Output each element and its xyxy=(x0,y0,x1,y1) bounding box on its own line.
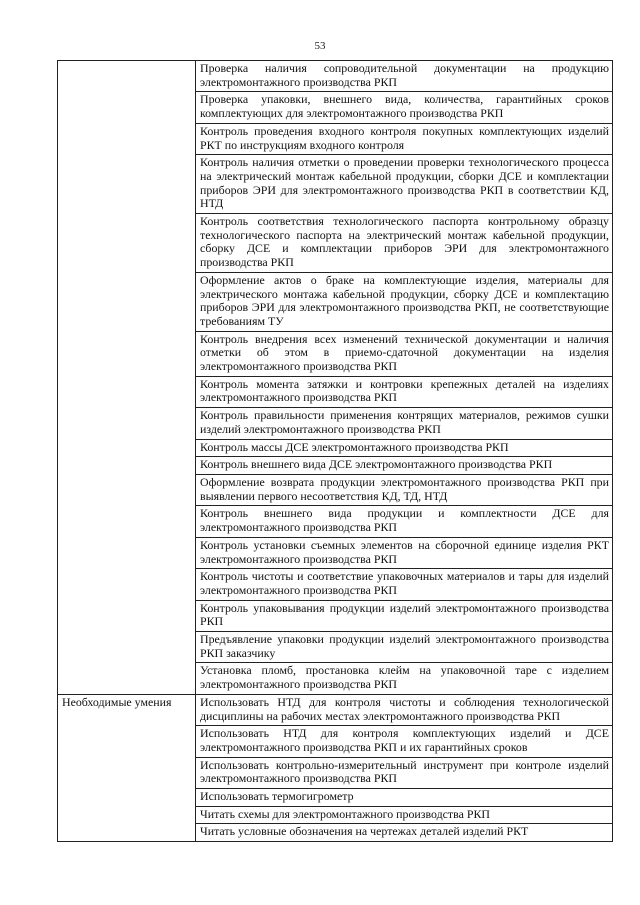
table-cell: Контроль наличия отметки о проведении проверки технологического процесса на электрический монтаж кабельной продукции, сборки ДСЕ и комплектации приборов ЭРИ для электромонтажного производства РКП в соответствии КД, НТД xyxy=(196,155,613,214)
table-cell: Установка пломб, простановка клейм на упаковочной таре с изделием электромонтажного производства РКП xyxy=(196,663,613,694)
section-label-actions xyxy=(58,61,196,695)
table-cell: Использовать термогигрометр xyxy=(196,789,613,807)
table-cell: Контроль момента затяжки и контровки крепежных деталей на изделиях электромонтажного производства РКП xyxy=(196,376,613,407)
table-cell: Проверка наличия сопроводительной документации на продукцию электромонтажного производства РКП xyxy=(196,61,613,92)
table-cell: Проверка упаковки, внешнего вида, количества, гарантийных сроков комплектующих для электромонтажного производства РКП xyxy=(196,92,613,123)
table-cell: Оформление возврата продукции электромонтажного производства РКП при выявлении первого несоответствия КД, ТД, НТД xyxy=(196,474,613,505)
table-cell: Использовать контрольно-измерительный инструмент при контроле изделий электромонтажного производства РКП xyxy=(196,757,613,788)
competency-table xyxy=(57,60,613,842)
table-row xyxy=(58,694,613,725)
page-number: 53 xyxy=(314,40,326,52)
table-row xyxy=(58,61,613,92)
table-cell: Контроль правильности применения контрящих материалов, режимов сушки изделий электромонтажного производства РКП xyxy=(196,408,613,439)
table-cell: Контроль соответствия технологического паспорта контрольному образцу технологического паспорта на электрический монтаж кабельной продукции, сборку ДСЕ и комплектации приборов ЭРИ для электромонтажного производства РКП xyxy=(196,214,613,273)
table-cell: Контроль внедрения всех изменений технической документации и наличия отметки об этом в приемо-сдаточной документации на изделия электромонтажного производства РКП xyxy=(196,331,613,376)
table-cell: Контроль внешнего вида ДСЕ электромонтажного производства РКП xyxy=(196,457,613,475)
table-cell: Читать условные обозначения на чертежах деталей изделий РКТ xyxy=(196,824,613,842)
table-cell: Контроль упаковывания продукции изделий электромонтажного производства РКП xyxy=(196,600,613,631)
table-cell: Контроль проведения входного контроля покупных комплектующих изделий РКТ по инструкциям входного контроля xyxy=(196,123,613,154)
table-cell: Оформление актов о браке на комплектующие изделия, материалы для электрического монтажа кабельной продукции, сборку ДСЕ и комплектацию приборов ЭРИ для электромонтажного производства РКП, не соответствующие требованиям ТУ xyxy=(196,272,613,331)
table-cell: Использовать НТД для контроля чистоты и соблюдения технологической дисциплины на рабочих местах электромонтажного производства РКП xyxy=(196,694,613,725)
table-cell: Контроль установки съемных элементов на сборочной единице изделия РКТ электромонтажного производства РКП xyxy=(196,537,613,568)
table-cell: Контроль внешнего вида продукции и комплектности ДСЕ для электромонтажного производства РКП xyxy=(196,506,613,537)
table-cell: Использовать НТД для контроля комплектующих изделий и ДСЕ электромонтажного производства РКП и их гарантийных сроков xyxy=(196,726,613,757)
table-cell: Контроль чистоты и соответствие упаковочных материалов и тары для изделий электромонтажного производства РКП xyxy=(196,569,613,600)
table-cell: Предъявление упаковки продукции изделий электромонтажного производства РКП заказчику xyxy=(196,632,613,663)
table-cell: Читать схемы для электромонтажного производства РКП xyxy=(196,806,613,824)
section-label-skills: Необходимые умения xyxy=(58,694,196,841)
table-cell: Контроль массы ДСЕ электромонтажного производства РКП xyxy=(196,439,613,457)
